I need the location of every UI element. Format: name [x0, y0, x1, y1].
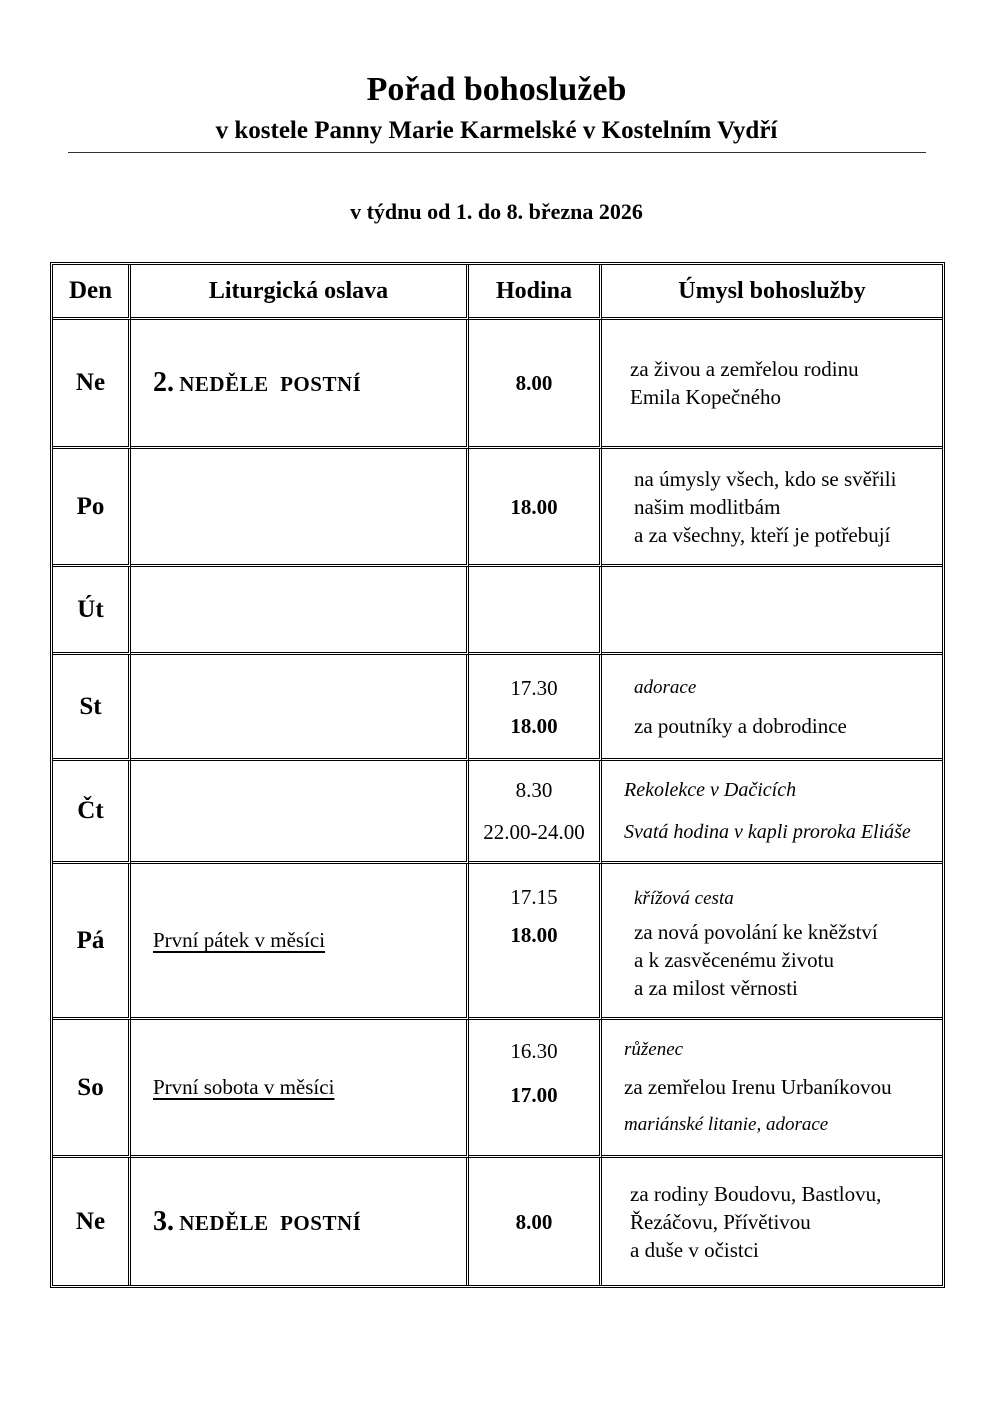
- hour-value: 18.00: [510, 923, 558, 947]
- table-row: [53, 864, 942, 1020]
- table-row: [53, 320, 942, 449]
- intention-line: adorace: [634, 676, 697, 698]
- celebration-cell: [131, 1158, 469, 1285]
- intention-cell: [602, 1020, 942, 1158]
- intention-line: za rodiny Boudovu, Bastlovu,: [630, 1181, 882, 1206]
- intention-cell: [602, 1158, 942, 1285]
- hour-value: 17.30: [510, 675, 558, 700]
- hour-cell: [469, 864, 602, 1020]
- intention-line: za živou a zemřelou rodinu: [630, 357, 859, 381]
- hour-value: 8.30: [515, 778, 553, 802]
- intention-line: a za milost věrnosti: [634, 975, 798, 1000]
- table-header-row: [53, 265, 942, 320]
- table-row: [53, 567, 942, 655]
- intention-cell: [602, 864, 942, 1020]
- celebration-cell: [131, 320, 469, 449]
- intention-line: za zemřelou Irenu Urbaníkovou: [624, 1074, 892, 1099]
- intention-line: za nová povolání ke kněžství: [634, 919, 878, 944]
- intention-line: za poutníky a dobrodince: [634, 713, 847, 738]
- hour-cell: [469, 320, 602, 449]
- celebration-name: NEDĚLE POSTNÍ: [179, 1210, 362, 1235]
- col-header-intention: Úmysl bohoslužby: [602, 265, 942, 320]
- day-cell: Ne: [53, 1158, 131, 1285]
- intention-cell: [602, 320, 942, 449]
- intention-line: Emila Kopečného: [630, 385, 782, 409]
- hour-value: 8.00: [515, 371, 553, 395]
- intention-line: Svatá hodina v kapli proroka Eliáše: [624, 821, 911, 843]
- table-row: [53, 449, 942, 567]
- celebration-name: První sobota v měsíci: [153, 1075, 335, 1099]
- intention-line: růženec: [624, 1038, 684, 1060]
- title-divider: [68, 152, 926, 153]
- intention-line: mariánské litanie, adorace: [624, 1113, 829, 1135]
- celebration-cell: [131, 1020, 469, 1158]
- celebration-cell: [131, 864, 469, 1020]
- day-cell: So: [53, 1020, 131, 1158]
- hour-value: 18.00: [510, 494, 558, 519]
- celebration-name: NEDĚLE POSTNÍ: [179, 372, 362, 396]
- celebration-cell: [131, 761, 469, 864]
- table-row: [53, 761, 942, 864]
- col-header-hour: Hodina: [469, 265, 602, 320]
- intention-line: našim modlitbám: [634, 494, 781, 519]
- intention-cell: [602, 567, 942, 655]
- table-row: [53, 1020, 942, 1158]
- celebration-cell: [131, 655, 469, 761]
- schedule-table: [50, 262, 945, 1288]
- day-cell: Út: [53, 567, 131, 655]
- celebration-number: 2.: [153, 367, 174, 398]
- intention-line: na úmysly všech, kdo se svěřili: [634, 466, 897, 491]
- hour-cell: [469, 449, 602, 567]
- intention-cell: [602, 449, 942, 567]
- hour-cell: [469, 1020, 602, 1158]
- hour-value: 18.00: [510, 713, 558, 738]
- day-cell: Pá: [53, 864, 131, 1020]
- week-range: v týdnu od 1. do 8. března 2026: [350, 199, 643, 224]
- hour-value: 17.00: [510, 1083, 558, 1107]
- celebration-number: 3.: [153, 1205, 174, 1237]
- col-header-celebration: Liturgická oslava: [131, 265, 469, 320]
- hour-value: 16.30: [510, 1039, 558, 1063]
- hour-value: 17.15: [510, 885, 558, 909]
- table-row: [53, 655, 942, 761]
- celebration-name: První pátek v měsíci: [153, 928, 326, 952]
- church-subtitle: v kostele Panny Marie Karmelské v Kostelním Vydří: [215, 117, 778, 144]
- hour-cell: [469, 567, 602, 655]
- celebration-cell: [131, 567, 469, 655]
- hour-value: 22.00-24.00: [483, 820, 585, 844]
- col-header-day: Den: [53, 265, 131, 320]
- hour-value: 8.00: [515, 1209, 553, 1234]
- intention-line: křížová cesta: [634, 887, 734, 909]
- intention-line: Rekolekce v Dačicích: [624, 779, 797, 801]
- day-cell: Po: [53, 449, 131, 567]
- hour-cell: [469, 761, 602, 864]
- day-cell: St: [53, 655, 131, 761]
- intention-line: a za všechny, kteří je potřebují: [634, 522, 891, 547]
- hour-cell: [469, 1158, 602, 1285]
- page-title: Pořad bohoslužeb: [366, 71, 627, 108]
- celebration-cell: [131, 449, 469, 567]
- intention-line: Řezáčovu, Přívětivou: [630, 1209, 811, 1234]
- intention-cell: [602, 761, 942, 864]
- intention-line: a duše v očistci: [630, 1237, 759, 1262]
- hour-cell: [469, 655, 602, 761]
- day-cell: Čt: [53, 761, 131, 864]
- day-cell: Ne: [53, 320, 131, 449]
- table-row: [53, 1158, 942, 1285]
- intention-cell: [602, 655, 942, 761]
- intention-line: a k zasvěcenému životu: [634, 947, 834, 972]
